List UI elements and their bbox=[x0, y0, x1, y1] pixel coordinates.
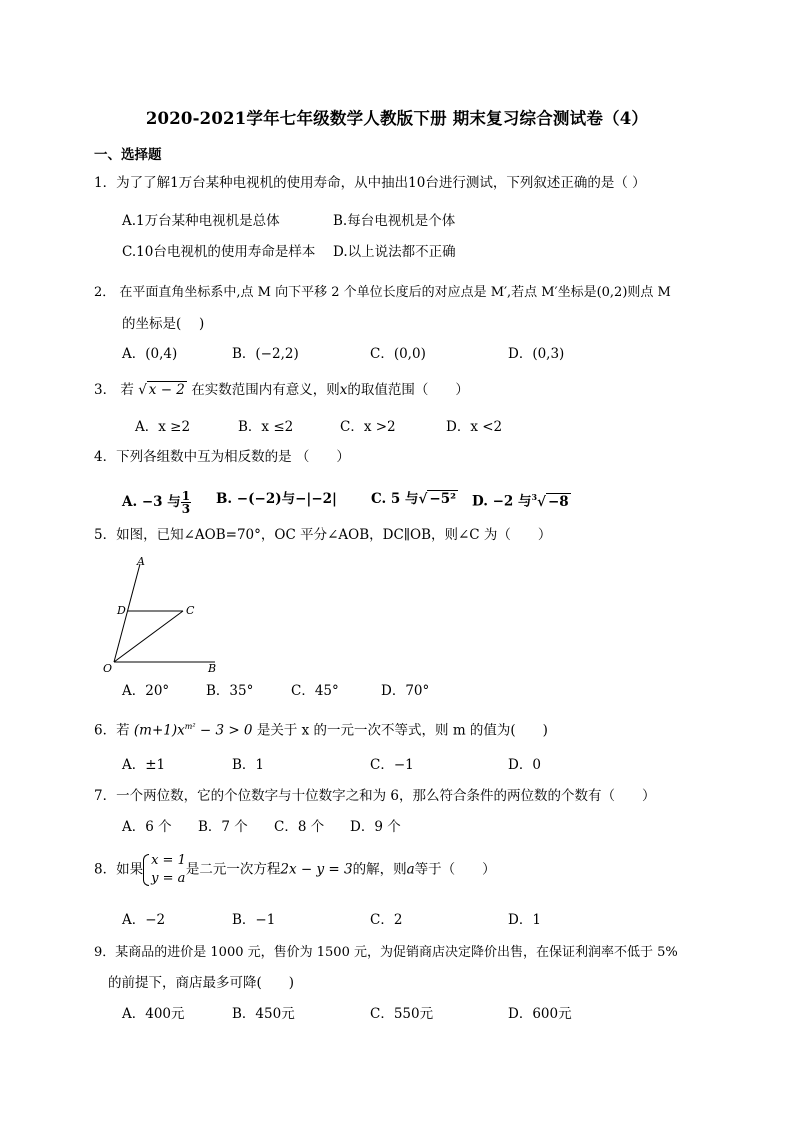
q3-suffix: 的取值范围（ ） bbox=[347, 382, 469, 398]
question-9-stem: 9．某商品的进价是 1000 元，售价为 1500 元，为促销商店决定降价出售，在保证利润率不低于 5% bbox=[94, 945, 678, 960]
question-3-stem bbox=[94, 384, 469, 398]
q4c-sqrt: √ −5² bbox=[418, 491, 457, 507]
q6-exponent: m² bbox=[184, 722, 196, 731]
q4d-radicand: −8 bbox=[547, 493, 569, 510]
q3-variable: x bbox=[339, 382, 348, 398]
question-4-option-c bbox=[371, 493, 458, 507]
q4d-root-index: 3 bbox=[531, 492, 538, 502]
q4a-denominator: 3 bbox=[181, 502, 191, 516]
question-2-stem-cont: 的坐标是( ) bbox=[122, 316, 205, 332]
q8-equation: 2x − y = 3 bbox=[280, 861, 353, 878]
question-7-option-b: B．7 个 bbox=[198, 819, 248, 835]
question-2-stem: 2． 在平面直角坐标系中,点 M 向下平移 2 个单位长度后的对应点是 M′,若点 M′坐标是(0,2)则点 M bbox=[94, 285, 671, 300]
q4a-fraction bbox=[181, 490, 191, 515]
question-5-option-a: A．20° bbox=[122, 683, 170, 699]
question-6-option-c: C．−1 bbox=[370, 757, 414, 773]
q6-expression-tail: − 3 > 0 bbox=[199, 722, 253, 739]
question-7-option-a: A．6 个 bbox=[122, 819, 172, 835]
question-3-option-a: A．x ≥2 bbox=[135, 419, 191, 435]
question-6-option-d: D．0 bbox=[508, 757, 541, 773]
q8-variable: a bbox=[406, 861, 415, 878]
label-b: B bbox=[208, 662, 217, 675]
page-title: 2020-2021学年七年级数学人教版下册 期末复习综合测试卷（4） bbox=[145, 109, 649, 128]
question-5-option-b: B．35° bbox=[206, 683, 254, 699]
label-o: O bbox=[103, 662, 113, 675]
question-9-option-b: B．450元 bbox=[232, 1006, 295, 1022]
question-1-option-c: C.10台电视机的使用寿命是样本 bbox=[122, 244, 316, 260]
label-c: C bbox=[186, 604, 195, 617]
question-8-option-a: A．−2 bbox=[122, 912, 166, 928]
question-2-option-c: C．(0,0) bbox=[370, 346, 426, 362]
label-d: D bbox=[117, 604, 126, 617]
question-9-option-d: D．600元 bbox=[508, 1006, 572, 1022]
question-3-option-b: B．x ≤2 bbox=[238, 419, 294, 435]
q4a-prefix: A. −3 与 bbox=[122, 494, 181, 510]
question-3-option-d: D．x <2 bbox=[446, 419, 503, 435]
q6-expression: (m+1)x bbox=[133, 722, 185, 739]
question-5-option-d: D．70° bbox=[381, 683, 430, 699]
question-1-option-a: A.1万台某种电视机是总体 bbox=[122, 213, 280, 229]
question-4-stem: 4．下列各组数中互为相反数的是 （ ） bbox=[94, 449, 350, 465]
question-6-option-a: A．±1 bbox=[122, 757, 166, 773]
q3-middle: 在实数范围内有意义，则 bbox=[191, 382, 340, 398]
q8-middle: 是二元一次方程 bbox=[185, 861, 281, 878]
question-2-option-d: D．(0,3) bbox=[508, 346, 565, 362]
angle-figure bbox=[100, 552, 230, 677]
q6-suffix: 是关于 x 的一元一次不等式，则 m 的值为( ) bbox=[256, 722, 548, 739]
q4c-prefix: C. 5 与 bbox=[371, 491, 419, 507]
question-4-option-d bbox=[472, 493, 571, 509]
question-3-option-c: C．x >2 bbox=[340, 419, 396, 435]
q3-radicand: x − 2 bbox=[148, 382, 185, 398]
question-6-stem bbox=[94, 723, 548, 738]
question-9-stem-cont: 的前提下，商店最多可降( ) bbox=[108, 975, 295, 991]
label-a: A bbox=[137, 555, 145, 568]
q8-equation-2: y = a bbox=[151, 871, 186, 886]
q4d-sqrt: √ −8 bbox=[537, 493, 569, 510]
question-1-stem: 1．为了了解1万台某种电视机的使用寿命，从中抽出10台进行测试，下列叙述正确的是（ ） bbox=[94, 175, 646, 191]
segment-oc bbox=[114, 611, 183, 662]
question-7-stem: 7．一个两位数，它的个位数字与十位数字之和为 6，那么符合条件的两位数的个数有（ ） bbox=[94, 788, 656, 804]
q4d-prefix: D. −2 与 bbox=[472, 493, 532, 510]
q3-prefix: 3． 若 bbox=[94, 382, 134, 398]
section-heading: 一、选择题 bbox=[94, 147, 162, 163]
q6-prefix: 6．若 bbox=[94, 722, 130, 739]
question-8-option-b: B．−1 bbox=[232, 912, 276, 928]
question-8-stem bbox=[94, 852, 496, 888]
question-7-option-d: D．9 个 bbox=[350, 819, 401, 835]
q8-equation-system bbox=[143, 852, 186, 888]
question-2-option-a: A．(0,4) bbox=[122, 346, 178, 362]
q4a-numerator: 1 bbox=[181, 489, 191, 503]
question-9-option-a: A．400元 bbox=[122, 1006, 185, 1022]
question-1-option-d: D.以上说法都不正确 bbox=[333, 244, 456, 260]
question-5-option-c: C．45° bbox=[291, 683, 339, 699]
question-1-option-b: B.每台电视机是个体 bbox=[333, 213, 456, 229]
q8-equation-1: x = 1 bbox=[151, 853, 186, 868]
q4c-radicand: −5² bbox=[429, 491, 457, 507]
question-7-option-c: C．8 个 bbox=[274, 819, 325, 835]
q3-sqrt: √ x − 2 bbox=[138, 382, 185, 398]
q8-suffix: 等于（ ） bbox=[414, 861, 496, 878]
question-9-option-c: C．550元 bbox=[370, 1006, 434, 1022]
question-5-stem: 5．如图，已知∠AOB=70°，OC 平分∠AOB，DC∥OB，则∠C 为（ ） bbox=[94, 527, 552, 543]
question-2-option-b: B．(−2,2) bbox=[232, 346, 299, 362]
question-4-option-b: B. −(−2)与−|−2| bbox=[216, 491, 337, 507]
question-8-option-d: D．1 bbox=[508, 912, 541, 928]
question-4-option-a bbox=[122, 490, 191, 515]
question-8-option-c: C．2 bbox=[370, 912, 403, 928]
q8-after: 的解，则 bbox=[352, 861, 407, 878]
question-6-option-b: B．1 bbox=[232, 757, 265, 773]
q8-prefix: 8．如果 bbox=[94, 861, 144, 878]
